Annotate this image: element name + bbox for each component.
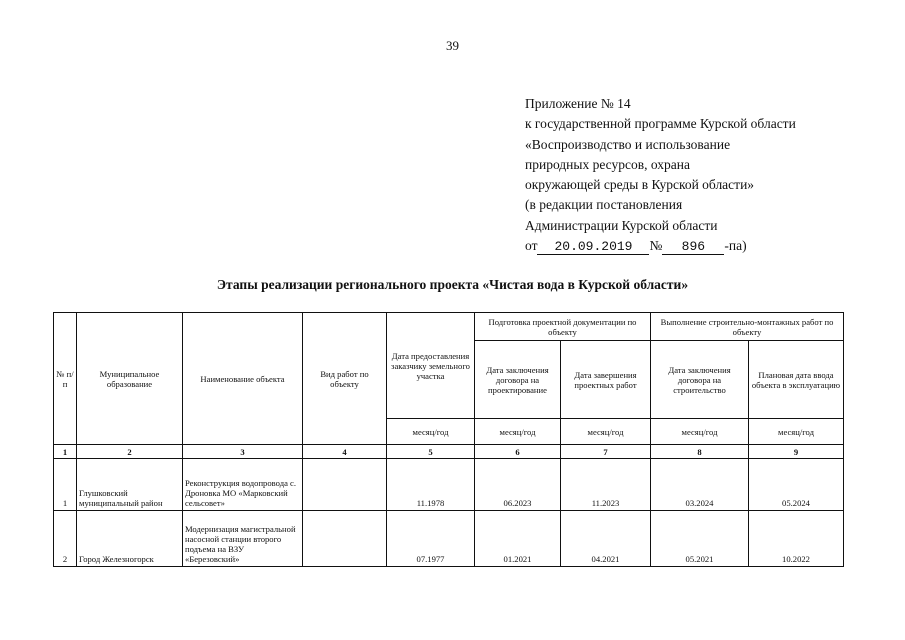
header-object: Наименование объекта — [183, 313, 303, 445]
appendix-date-line — [525, 236, 796, 256]
decree-number: 896 — [662, 239, 724, 255]
column-number: 3 — [183, 445, 303, 459]
header-work-type: Вид работ по объекту — [303, 313, 387, 445]
table-row — [54, 511, 844, 567]
row-municipality: Глушковский муниципальный район — [77, 459, 183, 511]
table-row — [54, 459, 844, 511]
column-number: 9 — [749, 445, 844, 459]
column-number: 5 — [387, 445, 475, 459]
column-number: 8 — [651, 445, 749, 459]
column-number: 2 — [77, 445, 183, 459]
row-object: Реконструкция водопровода с. Дроновка МО «Марковский сельсовет» — [183, 459, 303, 511]
row-construction-contract: 05.2021 — [651, 511, 749, 567]
row-design-contract: 06.2023 — [475, 459, 561, 511]
appendix-block — [525, 94, 796, 256]
unit-cell: месяц/год — [749, 419, 844, 445]
header-design-group: Подготовка проектной документации по объекту — [475, 313, 651, 341]
row-commissioning: 05.2024 — [749, 459, 844, 511]
decree-suffix: -па) — [724, 238, 747, 254]
date-prefix: от — [525, 238, 538, 254]
row-num: 1 — [54, 459, 77, 511]
row-land-date: 07.1977 — [387, 511, 475, 567]
row-work-type — [303, 511, 387, 567]
header-construction-group: Выполнение строительно-монтажных работ по объекту — [651, 313, 844, 341]
unit-cell: месяц/год — [651, 419, 749, 445]
header-commissioning: Плановая дата ввода объекта в эксплуатацию — [749, 341, 844, 419]
stages-table — [53, 312, 844, 567]
row-design-end: 11.2023 — [561, 459, 651, 511]
appendix-line: природных ресурсов, охрана — [525, 156, 690, 172]
appendix-line: окружающей среды в Курской области» — [525, 177, 755, 193]
header-num: № п/п — [54, 313, 77, 445]
row-land-date: 11.1978 — [387, 459, 475, 511]
row-work-type — [303, 459, 387, 511]
page-number: 39 — [446, 38, 459, 53]
column-number: 4 — [303, 445, 387, 459]
appendix-line: Приложение № 14 — [525, 96, 631, 111]
header-land-date: Дата предоставления заказчику земельного участка — [387, 313, 475, 419]
row-commissioning: 10.2022 — [749, 511, 844, 567]
header-construction-contract: Дата заключения договора на строительство — [651, 341, 749, 419]
column-number: 6 — [475, 445, 561, 459]
header-municipality: Муниципальное образование — [77, 313, 183, 445]
row-num: 2 — [54, 511, 77, 567]
appendix-line: Администрации Курской области — [525, 217, 718, 233]
row-municipality: Город Железногорск — [77, 511, 183, 567]
unit-cell: месяц/год — [475, 419, 561, 445]
row-design-end: 04.2021 — [561, 511, 651, 567]
header-design-contract: Дата заключения договора на проектирование — [475, 341, 561, 419]
row-construction-contract: 03.2024 — [651, 459, 749, 511]
column-number: 7 — [561, 445, 651, 459]
decree-date: 20.09.2019 — [537, 239, 649, 255]
header-design-end: Дата завершения проектных работ — [561, 341, 651, 419]
appendix-line: к государственной программе Курской области — [525, 116, 796, 132]
number-label: № — [649, 238, 663, 254]
column-number: 1 — [54, 445, 77, 459]
row-object: Модернизация магистральной насосной станции второго подъема на ВЗУ «Березовский» — [183, 511, 303, 567]
unit-cell: месяц/год — [387, 419, 475, 445]
row-design-contract: 01.2021 — [475, 511, 561, 567]
document-title: Этапы реализации регионального проекта «Чистая вода в Курской области» — [216, 277, 689, 292]
appendix-line: «Воспроизводство и использование — [525, 136, 731, 152]
unit-cell: месяц/год — [561, 419, 651, 445]
appendix-line: (в редакции постановления — [525, 197, 683, 213]
